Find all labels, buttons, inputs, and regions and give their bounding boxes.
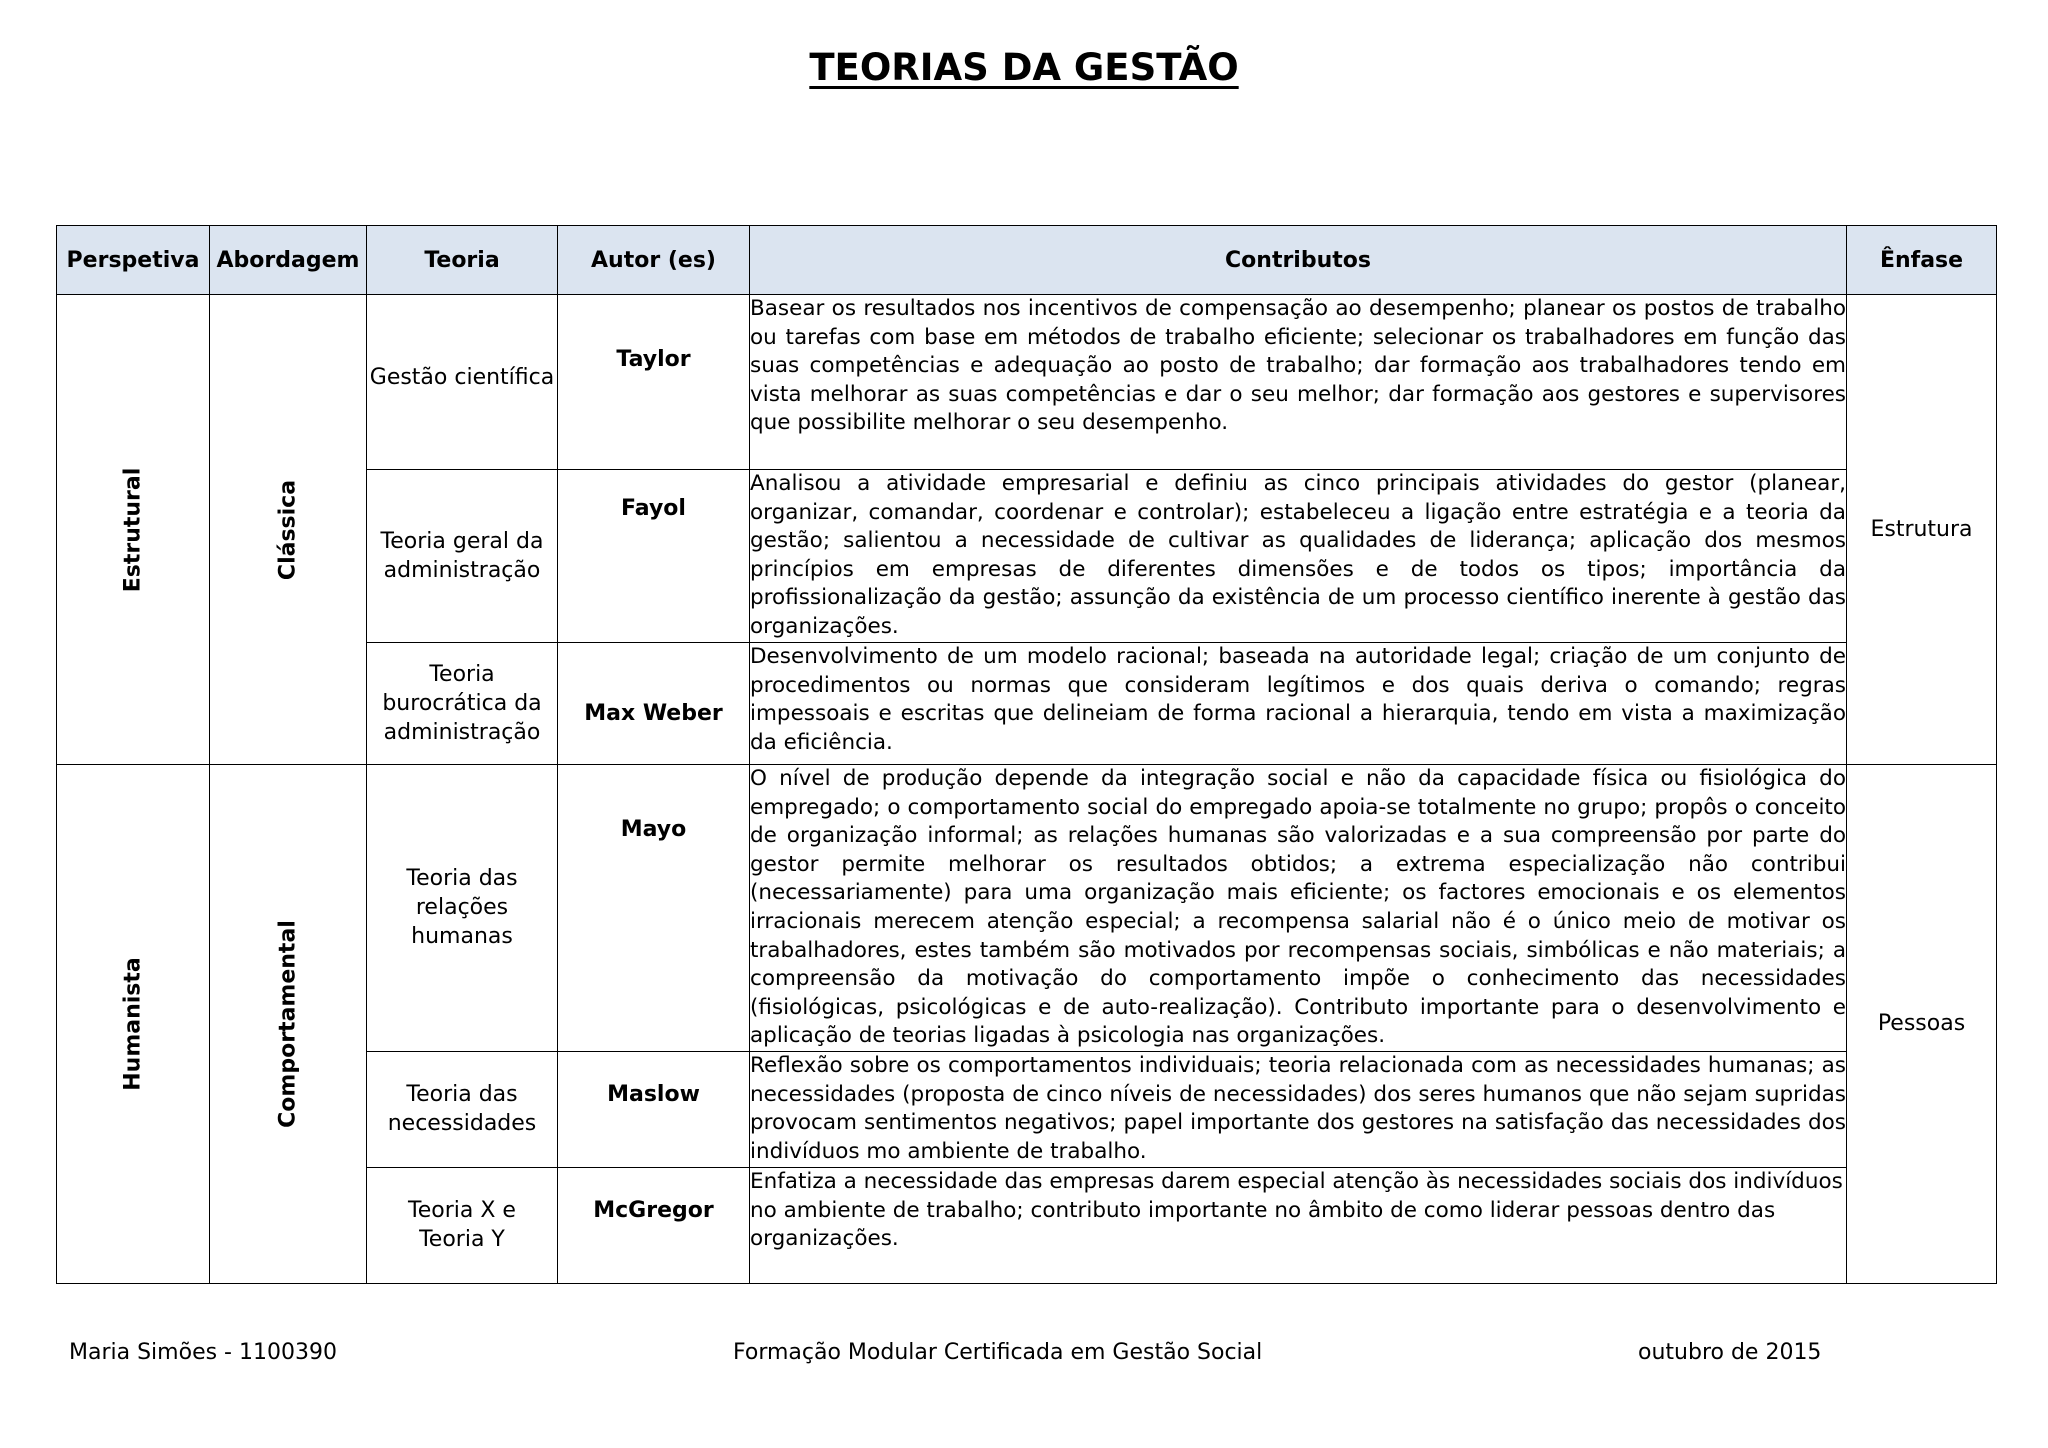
table-row xyxy=(57,295,1997,470)
abordagem-cell xyxy=(210,295,367,765)
contributos-cell: Analisou a atividade empresarial e definiu as cinco principais atividades do gestor (planear, organizar, comandar, coordenar e controlar); estabeleceu a ligação entre estratégia e a teoria da gestão; salientou a necessidade de cultivar as qualidades de liderança; aplicação dos mesmos princípios em empresas de diferentes dimensões e de todos os tipos; importância da profissionalização da gestão; assunção da existência de um processo científico inerente à gestão das organizações. xyxy=(750,470,1847,643)
header-teoria: Teoria xyxy=(367,226,558,295)
autor-cell: Max Weber xyxy=(558,643,750,765)
contributos-cell: O nível de produção depende da integração social e não da capacidade física ou fisiológica do empregado; o comportamento social do empregado apoia-se totalmente no grupo; propôs o conceito de organização informal; as relações humanas são valorizadas e a sua compreensão por parte do gestor permite melhorar os resultados obtidos; a extrema especialização não contribui (necessariamente) para uma organização mais eficiente; os factores emocionais e os elementos irracionais merecem atenção especial; a recompensa salarial não é o único meio de motivar os trabalhadores, estes também são motivados por recompensas sociais, simbólicas e não materiais; a compreensão da motivação do comportamento impõe o conhecimento das necessidades (fisiológicas, psicológicas e de auto-realização). Contributo importante para o desenvolvimento e aplicação de teorias ligadas à psicologia nas organizações. xyxy=(750,765,1847,1052)
table-row xyxy=(57,765,1997,1052)
teoria-cell: Teoria geral da administração xyxy=(367,470,558,643)
autor-cell: Fayol xyxy=(558,470,750,643)
perspetiva-cell xyxy=(57,765,210,1284)
theories-table xyxy=(56,225,1997,1284)
header-enfase: Ênfase xyxy=(1847,226,1997,295)
header-perspetiva: Perspetiva xyxy=(57,226,210,295)
teoria-cell: Teoria X e Teoria Y xyxy=(367,1167,558,1283)
header-autor: Autor (es) xyxy=(558,226,750,295)
table-header-row xyxy=(57,226,1997,295)
footer-date: outubro de 2015 xyxy=(1638,1340,1822,1365)
footer-course: Formação Modular Certificada em Gestão Social xyxy=(733,1340,1263,1365)
perspetiva-label: Estrutural xyxy=(120,467,146,592)
enfase-cell: Pessoas xyxy=(1847,765,1997,1284)
teoria-cell: Teoria das relações humanas xyxy=(367,765,558,1052)
enfase-cell: Estrutura xyxy=(1847,295,1997,765)
autor-cell: Mayo xyxy=(558,765,750,1052)
autor-cell: Maslow xyxy=(558,1051,750,1167)
perspetiva-label: Humanista xyxy=(120,957,146,1091)
autor-cell: Taylor xyxy=(558,295,750,470)
abordagem-cell xyxy=(210,765,367,1284)
abordagem-label: Clássica xyxy=(275,479,301,580)
contributos-cell: Desenvolvimento de um modelo racional; baseada na autoridade legal; criação de um conjunto de procedimentos ou normas que consideram legítimos e dos quais deriva o comando; regras impessoais e escritas que delineiam de forma racional a hierarquia, tendo em vista a maximização da eficiência. xyxy=(750,643,1847,765)
teoria-cell: Gestão científica xyxy=(367,295,558,470)
autor-cell: McGregor xyxy=(558,1167,750,1283)
header-abordagem: Abordagem xyxy=(210,226,367,295)
abordagem-label: Comportamental xyxy=(275,920,301,1128)
page-title: TEORIAS DA GESTÃO xyxy=(809,46,1239,89)
contributos-cell: Enfatiza a necessidade das empresas darem especial atenção às necessidades sociais dos indivíduos no ambiente de trabalho; contributo importante no âmbito de como liderar pessoas dentro das organizações. xyxy=(750,1167,1847,1283)
teoria-cell: Teoria das necessidades xyxy=(367,1051,558,1167)
header-contributos: Contributos xyxy=(750,226,1847,295)
teoria-cell: Teoria burocrática da administração xyxy=(367,643,558,765)
contributos-cell: Reflexão sobre os comportamentos individuais; teoria relacionada com as necessidades humanas; as necessidades (proposta de cinco níveis de necessidades) dos seres humanos que não sejam supridas provocam sentimentos negativos; papel importante dos gestores na satisfação das necessidades dos indivíduos mo ambiente de trabalho. xyxy=(750,1051,1847,1167)
perspetiva-cell xyxy=(57,295,210,765)
contributos-cell: Basear os resultados nos incentivos de compensação ao desempenho; planear os postos de trabalho ou tarefas com base em métodos de trabalho eficiente; selecionar os trabalhadores em função das suas competências e adequação ao posto de trabalho; dar formação aos trabalhadores tendo em vista melhorar as suas competências e dar o seu melhor; dar formação aos gestores e supervisores que possibilite melhorar o seu desempenho. xyxy=(750,295,1847,470)
footer-author: Maria Simões - 1100390 xyxy=(69,1340,337,1365)
